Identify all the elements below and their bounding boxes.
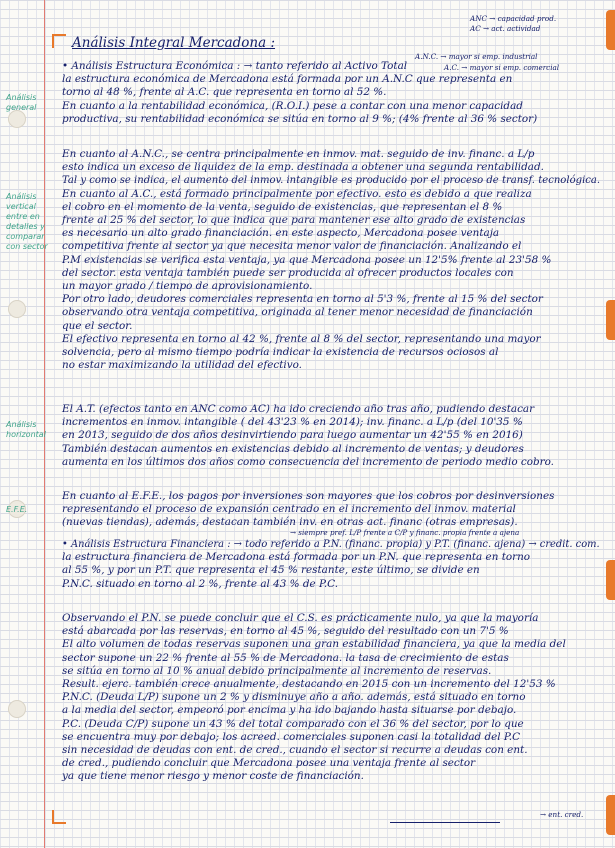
text-line: la estructura económica de Mercadona está formada por un A.N.C que representa en: [62, 73, 513, 86]
top-note: ANC → capacidad prod.: [470, 14, 557, 23]
margin-note: A.C. → mayor si emp. comercial: [444, 63, 560, 72]
text-line: En cuanto al A.N.C., se centra principalmente en inmov. mat. seguido de inv. financ. a L/p: [62, 148, 535, 160]
text-line: solvencia, pero al mismo tiempo podría indicar la existencia de recursos ociosos al: [62, 346, 499, 358]
page-tab: [606, 795, 615, 835]
side-note: Análisis horizontal: [6, 420, 46, 439]
side-note: Análisis vertical entre en detalles y comparar con sector: [6, 192, 48, 251]
inline-note: → ent. cred.: [540, 810, 584, 819]
binder-hole: [8, 300, 26, 318]
corner-mark-icon: [52, 34, 66, 48]
text-line: se sitúa en torno al 10 % anual debido principalmente al incremento de reservas.: [62, 664, 492, 677]
page-tab: [606, 300, 615, 340]
text-line: • Análisis Estructura Financiera : → todo referido a P.N. (financ. propia) y P.T. (financ. ajena) → credit. com.: [62, 538, 600, 550]
text-line: del sector. esta ventaja también puede ser producida al ofrecer productos locales con: [62, 266, 514, 279]
text-line: está abarcada por las reservas, en torno al 45 %, seguido del resultado con un 7'5 %: [62, 625, 509, 638]
text-line: En cuanto al A.C., está formado principalmente por efectivo. esto es debido a que realiza: [62, 187, 532, 200]
text-line: no estar maximizando la utilidad del efectivo.: [62, 359, 302, 372]
text-line: El efectivo representa en torno al 42 %, frente al 8 % del sector, representando una mayor: [62, 332, 541, 345]
text-line: • Análisis Estructura Económica : → tanto referido al Activo Total: [62, 60, 408, 72]
text-line: observando otra ventaja competitiva, originada al tener menor necesidad de financiación: [62, 306, 533, 319]
page-tab: [606, 10, 615, 50]
text-line: representando el proceso de expansión centrado en el incremento del inmov. material: [62, 503, 516, 516]
text-line: es necesario un alto grado financiación. en este aspecto, Mercadona posee ventaja: [62, 227, 500, 240]
text-line: También destacan aumentos en existencias debido al incremento de ventas; y deudores: [62, 442, 524, 455]
text-line: sin necesidad de deudas con ent. de cred., cuando el sector si recurre a deudas con ent.: [62, 744, 528, 756]
arrow-icon: [390, 822, 500, 823]
text-line: esto indica un exceso de liquidez de la emp. destinada a obtener una segunda rentabilidad.: [62, 161, 544, 174]
text-line: a la media del sector, empeoró por encima y ha ido bajando hasta situarse por debajo.: [62, 704, 517, 717]
text-line: se encuentra muy por debajo; los acreed. comerciales suponen casi la totalidad del P.C: [62, 730, 521, 743]
side-note: Análisis general: [6, 93, 37, 112]
top-note: AC → act. actividad: [470, 24, 541, 33]
page-tab: [606, 560, 615, 600]
text-line: incrementos en inmov. intangible ( del 43'23 % en 2014); inv. financ. a L/p (del 10'35 %: [62, 416, 523, 429]
text-line: (nuevas tiendas), además, destacan también inv. en otras act. financ (otras empresas).: [62, 516, 518, 529]
text-line: Observando el P.N. se puede concluir que el C.S. es prácticamente nulo, ya que la mayoría: [62, 612, 539, 624]
text-line: el cobro en el momento de la venta, seguido de existencias, que representan el 8 %: [62, 200, 503, 213]
text-line: competitiva frente al sector ya que necesita menor valor de financiación. Analizando el: [62, 240, 522, 253]
text-line: ya que tiene menor riesgo y menor coste de financiación.: [62, 770, 364, 783]
text-line: P.C. (Deuda C/P) supone un 43 % del total comparado con el 36 % del sector, por lo que: [62, 717, 524, 730]
text-line: un mayor grado / tiempo de aprovisionamiento.: [62, 280, 313, 292]
inline-note: → siempre pref. L/P frente a C/P y financ. propia frente a ajena: [290, 528, 520, 537]
text-line: El A.T. (efectos tanto en ANC como AC) ha ido creciendo año tras año, pudiendo destacar: [62, 403, 535, 415]
text-line: productiva, su rentabilidad económica se sitúa en torno al 9 %; (4% frente al 36 % sector): [62, 112, 538, 125]
margin-note: A.N.C. → mayor si emp. industrial: [415, 52, 538, 61]
text-line: Tal y como se indica, el aumento del inmov. intangible es producido por el proceso de transf. tecnológica.: [62, 174, 601, 187]
text-line: En cuanto al E.F.E., los pagos por inversiones son mayores que los cobros por desinversiones: [62, 490, 555, 502]
text-line: de cred., pudiendo concluir que Mercadona posee una ventaja frente al sector: [62, 757, 476, 770]
text-line: P.M existencias se verifica esta ventaja, ya que Mercadona posee un 12'5% frente al 23'58 %: [62, 253, 552, 266]
text-line: En cuanto a la rentabilidad económica, (R.O.I.) pese a contar con una menor capacidad: [62, 99, 523, 112]
text-line: P.N.C. (Deuda L/P) supone un 2 % y disminuye año a año. además, está situado en torno: [62, 691, 526, 704]
corner-mark-icon: [52, 810, 66, 824]
text-line: El alto volumen de todas reservas suponen una gran estabilidad financiera, ya que la media del: [62, 638, 566, 651]
side-note: E.F.E.: [6, 505, 28, 514]
text-line: sector supone un 22 % frente al 55 % de Mercadona. la tasa de crecimiento de estas: [62, 651, 509, 664]
text-line: frente al 25 % del sector, lo que indica que para mantener ese alto grado de existencias: [62, 214, 526, 226]
text-line: la estructura financiera de Mercadona está formada por un P.N. que representa en torno: [62, 551, 531, 564]
text-line: torno al 48 %, frente al A.C. que representa en torno al 52 %.: [62, 86, 387, 99]
text-line: en 2013, seguido de dos años desinvirtiendo para luego aumentar un 42'55 % en 2016): [62, 429, 523, 442]
text-line: Por otro lado, deudores comerciales representa en torno al 5'3 %, frente al 15 % del sector: [62, 293, 543, 306]
text-line: que el sector.: [62, 319, 133, 332]
binder-hole: [8, 700, 26, 718]
text-line: aumenta en los últimos dos años como consecuencia del incremento de periodo medio cobro.: [62, 455, 554, 468]
text-line: Result. ejerc. también crece anualmente, destacando en 2015 con un incremento del 12'53 %: [62, 678, 556, 690]
text-line: P.N.C. situado en torno al 2 %, frente al 43 % de P.C.: [62, 577, 339, 590]
page-title: Análisis Integral Mercadona :: [72, 35, 276, 51]
text-line: al 55 %, y por un P.T. que representa el 45 % restante, este último, se divide en: [62, 564, 480, 577]
